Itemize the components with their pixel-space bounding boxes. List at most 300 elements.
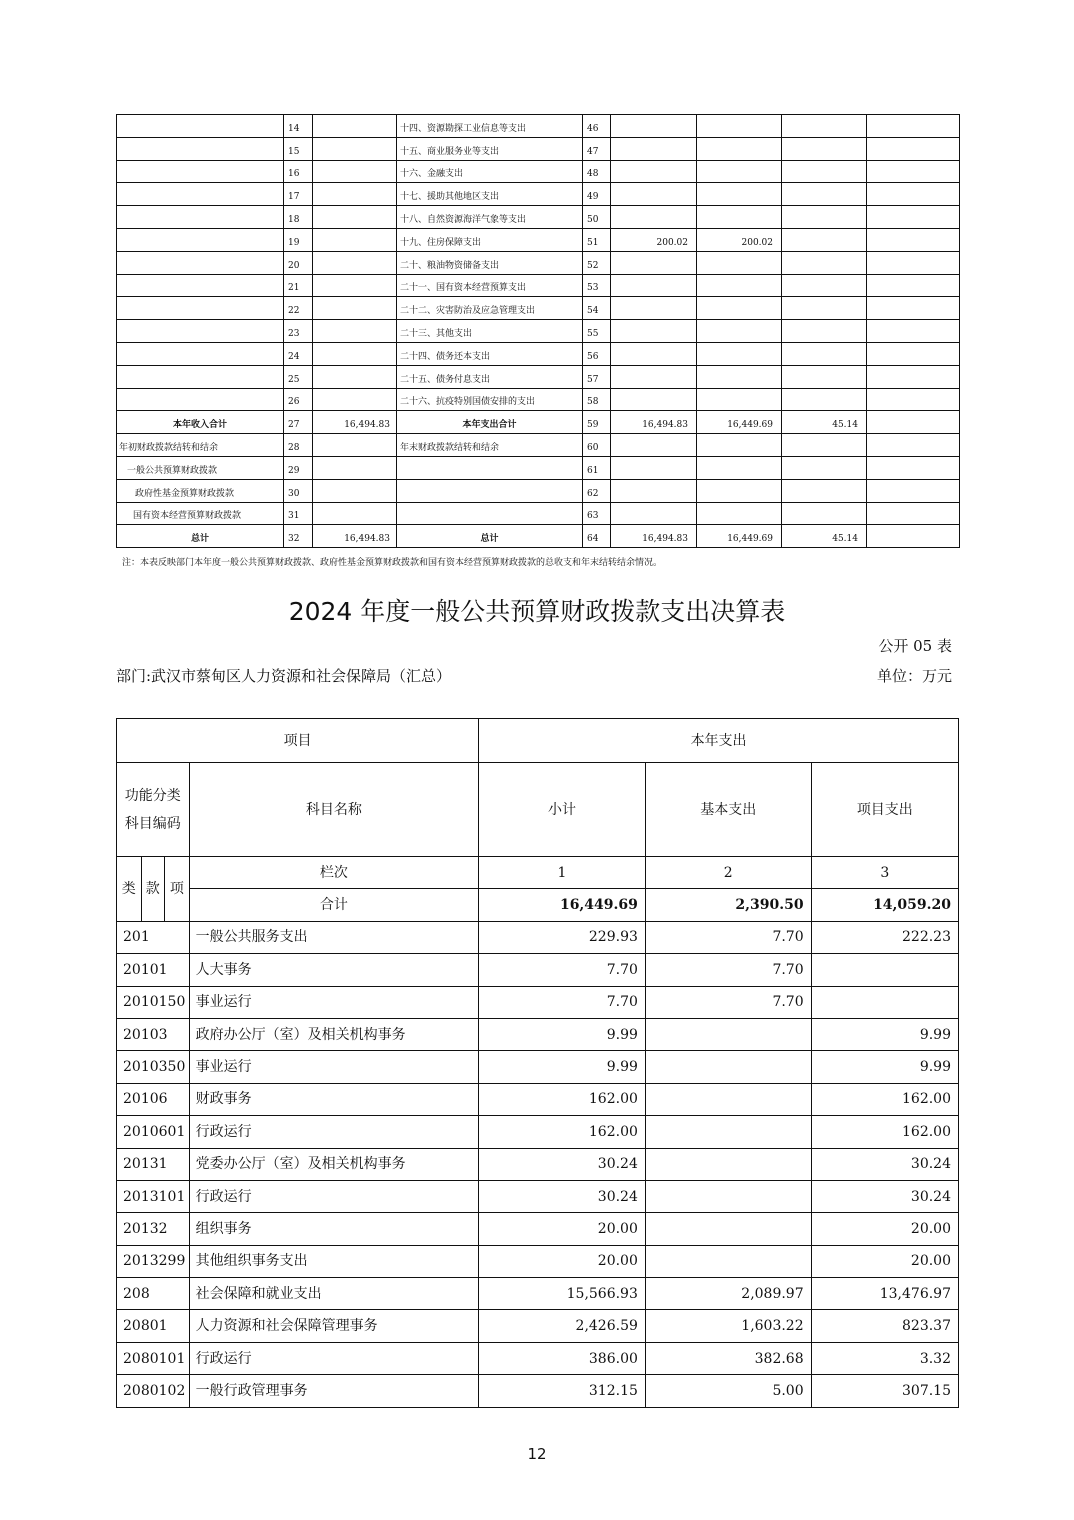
- expense-gov-fund: [782, 456, 867, 479]
- expense-general-budget: [697, 456, 782, 479]
- income-line-no: 17: [284, 183, 313, 206]
- expense-line-no: 49: [583, 183, 611, 206]
- basic-expense-amount: 1,603.22: [645, 1310, 811, 1342]
- total-subtotal: 16,449.69: [479, 889, 646, 921]
- income-line-no: 32: [284, 525, 313, 548]
- table-row: [117, 251, 960, 274]
- expense-item-name: 二十六、抗疫特别国债安排的支出: [397, 388, 583, 411]
- subtotal-amount: 7.70: [479, 954, 646, 986]
- subtotal-amount: 386.00: [479, 1342, 646, 1374]
- table-row: [117, 206, 960, 229]
- income-item-name: [117, 320, 284, 343]
- table-row: [117, 1116, 959, 1148]
- expense-total: [611, 456, 697, 479]
- expense-general-budget: [697, 206, 782, 229]
- expense-general-budget: [697, 297, 782, 320]
- table-row: [117, 1018, 959, 1050]
- header-func-code: 功能分类科目编码: [117, 763, 190, 857]
- expense-total: [611, 479, 697, 502]
- income-item-name: 一般公共预算财政拨款: [117, 456, 284, 479]
- header-current-year-expense: 本年支出: [479, 719, 959, 763]
- income-line-no: 31: [284, 502, 313, 525]
- basic-expense-amount: [645, 1213, 811, 1245]
- income-line-no: 26: [284, 388, 313, 411]
- expense-gov-fund: [782, 160, 867, 183]
- expense-total: 200.02: [611, 228, 697, 251]
- income-amount: [313, 228, 397, 251]
- income-amount: [313, 320, 397, 343]
- expense-total: [611, 297, 697, 320]
- expense-total: [611, 320, 697, 343]
- expense-gov-fund: [782, 228, 867, 251]
- report-title: 2024 年度一般公共预算财政拨款支出决算表: [288, 597, 786, 626]
- table-row: [117, 1278, 959, 1310]
- income-amount: [313, 251, 397, 274]
- expense-total: [611, 274, 697, 297]
- table-row: [117, 479, 960, 502]
- subject-name: 一般行政管理事务: [189, 1375, 479, 1407]
- table-row: [117, 388, 960, 411]
- table-row: [117, 986, 959, 1018]
- expense-general-budget: [697, 160, 782, 183]
- expense-general-budget: [697, 434, 782, 457]
- subject-code: 20101: [117, 954, 190, 986]
- expense-state-capital: [867, 206, 960, 229]
- income-amount: [313, 274, 397, 297]
- income-amount: [313, 456, 397, 479]
- header-kuan: 款: [141, 857, 165, 922]
- subject-name: 组织事务: [189, 1213, 479, 1245]
- subject-name: 党委办公厅（室）及相关机构事务: [189, 1148, 479, 1180]
- expense-total: 16,494.83: [611, 411, 697, 434]
- income-line-no: 21: [284, 274, 313, 297]
- total-project: 14,059.20: [811, 889, 958, 921]
- expense-state-capital: [867, 160, 960, 183]
- basic-expense-amount: [645, 1083, 811, 1115]
- subject-name: 一般公共服务支出: [189, 921, 479, 953]
- income-item-name: 本年收入合计: [117, 411, 284, 434]
- income-line-no: 25: [284, 365, 313, 388]
- header-project: 项目: [117, 719, 479, 763]
- income-amount: [313, 137, 397, 160]
- expense-item-name: 十四、资源勘探工业信息等支出: [397, 115, 583, 138]
- expense-gov-fund: [782, 206, 867, 229]
- basic-expense-amount: [645, 1018, 811, 1050]
- department-label: 部门:武汉市蔡甸区人力资源和社会保障局（汇总）: [116, 667, 452, 685]
- header-row-2: [117, 763, 959, 857]
- expense-state-capital: [867, 137, 960, 160]
- income-amount: [313, 365, 397, 388]
- subject-name: 行政运行: [189, 1342, 479, 1374]
- income-line-no: 15: [284, 137, 313, 160]
- general-budget-expense-table: [116, 718, 959, 1408]
- expense-line-no: 62: [583, 479, 611, 502]
- project-expense-amount: 222.23: [811, 921, 958, 953]
- income-item-name: [117, 274, 284, 297]
- expense-general-budget: [697, 342, 782, 365]
- table-row: [117, 954, 959, 986]
- subject-code: 2080101: [117, 1342, 190, 1374]
- table-row: [117, 137, 960, 160]
- expense-item-name: 十七、援助其他地区支出: [397, 183, 583, 206]
- income-amount: [313, 160, 397, 183]
- subject-code: 20131: [117, 1148, 190, 1180]
- income-item-name: [117, 251, 284, 274]
- subject-code: 20132: [117, 1213, 190, 1245]
- table-row: [117, 297, 960, 320]
- subject-name: 财政事务: [189, 1083, 479, 1115]
- income-item-name: 国有资本经营预算财政拨款: [117, 502, 284, 525]
- table-row: [117, 434, 960, 457]
- subtotal-amount: 7.70: [479, 986, 646, 1018]
- expense-general-budget: [697, 274, 782, 297]
- income-item-name: [117, 115, 284, 138]
- expense-line-no: 58: [583, 388, 611, 411]
- expense-gov-fund: 45.14: [782, 525, 867, 548]
- expense-gov-fund: [782, 274, 867, 297]
- expense-line-no: 61: [583, 456, 611, 479]
- expense-total: [611, 160, 697, 183]
- income-line-no: 16: [284, 160, 313, 183]
- expense-general-budget: [697, 320, 782, 343]
- expense-state-capital: [867, 502, 960, 525]
- table-row: [117, 228, 960, 251]
- table-row: [117, 1083, 959, 1115]
- expense-gov-fund: [782, 137, 867, 160]
- subtotal-amount: 9.99: [479, 1051, 646, 1083]
- subtotal-amount: 2,426.59: [479, 1310, 646, 1342]
- expense-item-name: 二十三、其他支出: [397, 320, 583, 343]
- fiscal-income-expense-table: [116, 114, 960, 548]
- income-item-name: 总计: [117, 525, 284, 548]
- expense-line-no: 64: [583, 525, 611, 548]
- income-item-name: 年初财政拨款结转和结余: [117, 434, 284, 457]
- expense-line-no: 48: [583, 160, 611, 183]
- table-row: [117, 183, 960, 206]
- project-expense-amount: 20.00: [811, 1245, 958, 1277]
- expense-total: [611, 251, 697, 274]
- expense-line-no: 52: [583, 251, 611, 274]
- expense-gov-fund: [782, 479, 867, 502]
- subtotal-amount: 312.15: [479, 1375, 646, 1407]
- expense-gov-fund: [782, 320, 867, 343]
- expense-gov-fund: [782, 115, 867, 138]
- expense-total: [611, 365, 697, 388]
- expense-line-no: 53: [583, 274, 611, 297]
- expense-total: [611, 342, 697, 365]
- expense-gov-fund: [782, 183, 867, 206]
- expense-general-budget: 16,449.69: [697, 411, 782, 434]
- income-amount: [313, 183, 397, 206]
- expense-gov-fund: [782, 434, 867, 457]
- table-row: [117, 456, 960, 479]
- expense-item-name: 二十、粮油物资储备支出: [397, 251, 583, 274]
- subtotal-amount: 162.00: [479, 1083, 646, 1115]
- income-line-no: 23: [284, 320, 313, 343]
- income-line-no: 14: [284, 115, 313, 138]
- expense-item-name: 十五、商业服务业等支出: [397, 137, 583, 160]
- basic-expense-amount: 382.68: [645, 1342, 811, 1374]
- expense-general-budget: [697, 183, 782, 206]
- basic-expense-amount: 2,089.97: [645, 1278, 811, 1310]
- basic-expense-amount: 7.70: [645, 954, 811, 986]
- income-item-name: [117, 206, 284, 229]
- header-row-3: [117, 857, 959, 889]
- expense-gov-fund: [782, 297, 867, 320]
- header-basic: 基本支出: [645, 763, 811, 857]
- project-expense-amount: 20.00: [811, 1213, 958, 1245]
- income-item-name: [117, 342, 284, 365]
- table-row: [117, 1051, 959, 1083]
- project-expense-amount: 162.00: [811, 1116, 958, 1148]
- table-row: [117, 525, 960, 548]
- expense-line-no: 46: [583, 115, 611, 138]
- subtotal-amount: 20.00: [479, 1213, 646, 1245]
- table-row: [117, 320, 960, 343]
- expense-general-budget: 200.02: [697, 228, 782, 251]
- expense-general-budget: [697, 502, 782, 525]
- expense-item-name: 十八、自然资源海洋气象等支出: [397, 206, 583, 229]
- table-row: [117, 1342, 959, 1374]
- expense-total: [611, 502, 697, 525]
- expense-total: [611, 206, 697, 229]
- subtotal-amount: 15,566.93: [479, 1278, 646, 1310]
- income-item-name: [117, 388, 284, 411]
- table-row: [117, 1213, 959, 1245]
- subject-code: 201: [117, 921, 190, 953]
- table-row: [117, 115, 960, 138]
- table-row: [117, 1245, 959, 1277]
- expense-state-capital: [867, 479, 960, 502]
- expense-state-capital: [867, 115, 960, 138]
- expense-general-budget: [697, 115, 782, 138]
- project-expense-amount: 162.00: [811, 1083, 958, 1115]
- table-row: [117, 160, 960, 183]
- table-number: 公开 05 表: [878, 637, 952, 655]
- project-expense-amount: 9.99: [811, 1051, 958, 1083]
- subject-code: 20801: [117, 1310, 190, 1342]
- expense-state-capital: [867, 342, 960, 365]
- subject-code: 2013101: [117, 1180, 190, 1212]
- header-lei: 类: [117, 857, 142, 922]
- header-project-exp: 项目支出: [811, 763, 958, 857]
- expense-item-name: 二十五、债务付息支出: [397, 365, 583, 388]
- basic-expense-amount: 7.70: [645, 986, 811, 1018]
- expense-gov-fund: [782, 388, 867, 411]
- header-col2: 2: [645, 857, 811, 889]
- income-amount: [313, 297, 397, 320]
- income-line-no: 22: [284, 297, 313, 320]
- subject-code: 2080102: [117, 1375, 190, 1407]
- header-row-1: [117, 719, 959, 763]
- expense-state-capital: [867, 525, 960, 548]
- subject-code: 20103: [117, 1018, 190, 1050]
- expense-gov-fund: 45.14: [782, 411, 867, 434]
- subject-name: 其他组织事务支出: [189, 1245, 479, 1277]
- subtotal-amount: 20.00: [479, 1245, 646, 1277]
- subject-name: 人大事务: [189, 954, 479, 986]
- expense-state-capital: [867, 388, 960, 411]
- subtotal-amount: 30.24: [479, 1180, 646, 1212]
- income-amount: 16,494.83: [313, 525, 397, 548]
- expense-gov-fund: [782, 502, 867, 525]
- table-row: [117, 921, 959, 953]
- income-line-no: 18: [284, 206, 313, 229]
- expense-total: [611, 388, 697, 411]
- expense-gov-fund: [782, 365, 867, 388]
- expense-state-capital: [867, 228, 960, 251]
- expense-item-name: 十九、住房保障支出: [397, 228, 583, 251]
- table-row: [117, 1375, 959, 1407]
- subject-name: 行政运行: [189, 1116, 479, 1148]
- expense-state-capital: [867, 251, 960, 274]
- expense-total: [611, 115, 697, 138]
- income-amount: [313, 342, 397, 365]
- expense-state-capital: [867, 411, 960, 434]
- income-item-name: [117, 297, 284, 320]
- project-expense-amount: [811, 986, 958, 1018]
- subject-name: 事业运行: [189, 986, 479, 1018]
- income-line-no: 29: [284, 456, 313, 479]
- income-item-name: [117, 228, 284, 251]
- header-subtotal: 小计: [479, 763, 646, 857]
- project-expense-amount: [811, 954, 958, 986]
- income-item-name: [117, 183, 284, 206]
- subject-name: 社会保障和就业支出: [189, 1278, 479, 1310]
- income-item-name: 政府性基金预算财政拨款: [117, 479, 284, 502]
- subtotal-amount: 229.93: [479, 921, 646, 953]
- project-expense-amount: 307.15: [811, 1375, 958, 1407]
- subject-name: 政府办公厅（室）及相关机构事务: [189, 1018, 479, 1050]
- income-amount: [313, 434, 397, 457]
- expense-item-name: 十六、金融支出: [397, 160, 583, 183]
- table-row: [117, 1310, 959, 1342]
- table-row: [117, 365, 960, 388]
- table-note: 注：本表反映部门本年度一般公共预算财政拨款、政府性基金预算财政拨款和国有资本经营预算财政拨款的总收支和年末结转结余情况。: [122, 558, 663, 568]
- expense-item-name: 二十二、灾害防治及应急管理支出: [397, 297, 583, 320]
- expense-general-budget: [697, 388, 782, 411]
- project-expense-amount: 13,476.97: [811, 1278, 958, 1310]
- expense-general-budget: [697, 137, 782, 160]
- table-row: [117, 1148, 959, 1180]
- income-amount: [313, 479, 397, 502]
- expense-state-capital: [867, 456, 960, 479]
- expense-line-no: 55: [583, 320, 611, 343]
- expense-item-name: 总计: [397, 525, 583, 548]
- subject-name: 人力资源和社会保障管理事务: [189, 1310, 479, 1342]
- expense-total: 16,494.83: [611, 525, 697, 548]
- page-number: 12: [527, 1445, 547, 1463]
- header-col3: 3: [811, 857, 958, 889]
- expense-line-no: 54: [583, 297, 611, 320]
- unit-label: 单位：万元: [876, 667, 952, 685]
- income-line-no: 20: [284, 251, 313, 274]
- expense-line-no: 56: [583, 342, 611, 365]
- expense-state-capital: [867, 297, 960, 320]
- expense-state-capital: [867, 320, 960, 343]
- income-item-name: [117, 365, 284, 388]
- subtotal-amount: 162.00: [479, 1116, 646, 1148]
- income-amount: [313, 206, 397, 229]
- header-subject-name: 科目名称: [189, 763, 479, 857]
- expense-general-budget: [697, 479, 782, 502]
- income-line-no: 28: [284, 434, 313, 457]
- income-item-name: [117, 137, 284, 160]
- project-expense-amount: 9.99: [811, 1018, 958, 1050]
- subject-code: 2010150: [117, 986, 190, 1018]
- project-expense-amount: 823.37: [811, 1310, 958, 1342]
- subtotal-amount: 9.99: [479, 1018, 646, 1050]
- subject-name: 行政运行: [189, 1180, 479, 1212]
- header-xiang: 项: [165, 857, 190, 922]
- expense-line-no: 63: [583, 502, 611, 525]
- table-row: [117, 342, 960, 365]
- expense-gov-fund: [782, 251, 867, 274]
- expense-total: [611, 137, 697, 160]
- expense-general-budget: 16,449.69: [697, 525, 782, 548]
- project-expense-amount: 30.24: [811, 1148, 958, 1180]
- subject-code: 208: [117, 1278, 190, 1310]
- income-line-no: 27: [284, 411, 313, 434]
- income-item-name: [117, 160, 284, 183]
- subtotal-amount: 30.24: [479, 1148, 646, 1180]
- expense-item-name: 本年支出合计: [397, 411, 583, 434]
- expense-item-name: [397, 479, 583, 502]
- expense-item-name: [397, 456, 583, 479]
- expense-line-no: 57: [583, 365, 611, 388]
- income-line-no: 30: [284, 479, 313, 502]
- subject-code: 20106: [117, 1083, 190, 1115]
- income-line-no: 19: [284, 228, 313, 251]
- basic-expense-amount: 7.70: [645, 921, 811, 953]
- table-row: [117, 274, 960, 297]
- expense-line-no: 59: [583, 411, 611, 434]
- subject-name: 事业运行: [189, 1051, 479, 1083]
- expense-item-name: 二十四、债务还本支出: [397, 342, 583, 365]
- basic-expense-amount: [645, 1180, 811, 1212]
- subject-code: 2010601: [117, 1116, 190, 1148]
- expense-item-name: 二十一、国有资本经营预算支出: [397, 274, 583, 297]
- basic-expense-amount: [645, 1148, 811, 1180]
- expense-general-budget: [697, 251, 782, 274]
- expense-gov-fund: [782, 342, 867, 365]
- income-amount: [313, 502, 397, 525]
- header-column-no: 栏次: [189, 857, 479, 889]
- total-row: [117, 889, 959, 921]
- income-amount: [313, 388, 397, 411]
- expense-total: [611, 183, 697, 206]
- total-basic: 2,390.50: [645, 889, 811, 921]
- expense-item-name: 年末财政拨款结转和结余: [397, 434, 583, 457]
- income-amount: [313, 115, 397, 138]
- header-col1: 1: [479, 857, 646, 889]
- basic-expense-amount: 5.00: [645, 1375, 811, 1407]
- expense-state-capital: [867, 365, 960, 388]
- project-expense-amount: 3.32: [811, 1342, 958, 1374]
- expense-line-no: 50: [583, 206, 611, 229]
- total-label: 合计: [189, 889, 479, 921]
- expense-total: [611, 434, 697, 457]
- income-amount: 16,494.83: [313, 411, 397, 434]
- expense-line-no: 47: [583, 137, 611, 160]
- subject-code: 2010350: [117, 1051, 190, 1083]
- table-row: [117, 1180, 959, 1212]
- expense-general-budget: [697, 365, 782, 388]
- expense-line-no: 60: [583, 434, 611, 457]
- basic-expense-amount: [645, 1245, 811, 1277]
- expense-item-name: [397, 502, 583, 525]
- table-row: [117, 502, 960, 525]
